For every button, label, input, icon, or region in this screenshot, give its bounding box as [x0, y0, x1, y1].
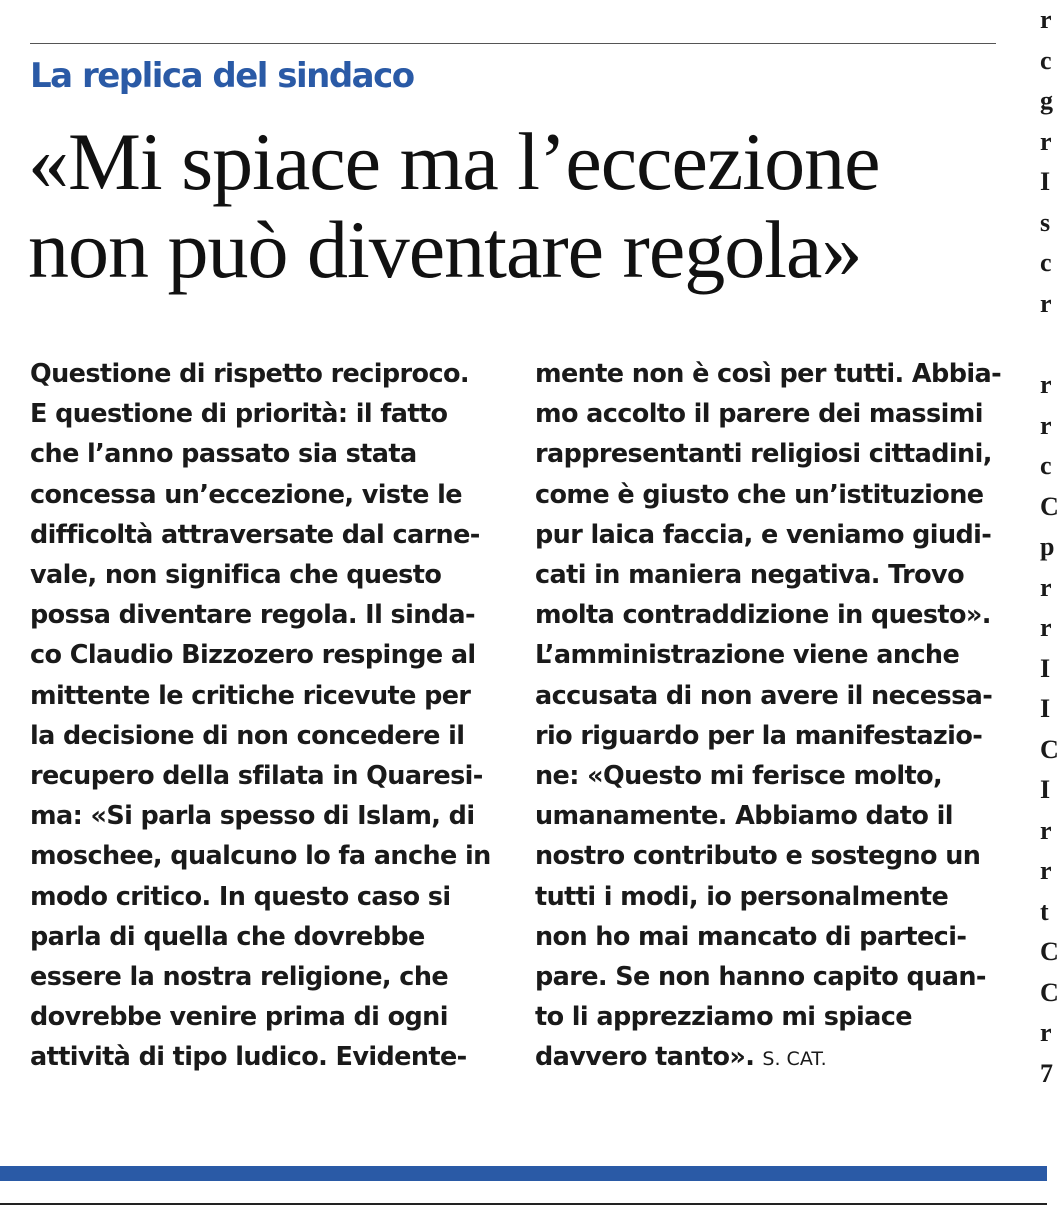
bottom-accent-bar — [0, 1166, 1047, 1181]
edge-glyph: r — [1040, 613, 1052, 642]
text-line: come è giusto che un’istituzione — [535, 479, 984, 510]
text-line: parla di quella che dovrebbe — [30, 921, 425, 952]
headline-line-2: non può diventare regola» — [28, 204, 862, 295]
text-line: recupero della sfilata in Quaresi- — [30, 761, 483, 792]
text-line: cati in maniera negativa. Trovo — [535, 560, 964, 591]
edge-glyph: r — [1040, 370, 1052, 399]
edge-glyph: I — [1040, 167, 1051, 196]
headline-line-1: «Mi spiace ma l’eccezione — [28, 116, 880, 207]
text-line: modo critico. In questo caso si — [30, 881, 451, 912]
text-line: nostro contributo e sostegno un — [535, 841, 981, 872]
edge-glyph: I — [1040, 694, 1051, 723]
edge-glyph: r — [1040, 815, 1052, 845]
edge-glyph: p — [1040, 532, 1055, 561]
edge-glyph: r — [1040, 572, 1052, 602]
text-line: ma: «Si parla spesso di Islam, di — [30, 801, 475, 832]
edge-glyph: 7 — [1040, 1058, 1053, 1088]
text-line: ne: «Questo mi ferisce molto, — [535, 761, 943, 792]
text-line: tutti i modi, io personalmente — [535, 881, 949, 912]
edge-glyph: r — [1040, 410, 1052, 440]
text-line: rappresentanti religiosi cittadini, — [535, 439, 992, 470]
closing-text: davvero tanto». — [535, 1042, 755, 1073]
edge-gap — [1040, 324, 1047, 365]
text-line: vale, non significa che questo — [30, 560, 442, 591]
edge-glyph: r — [1040, 126, 1052, 156]
text-line: accusata di non avere il necessa- — [535, 680, 993, 711]
text-line: possa diventare regola. Il sinda- — [30, 600, 476, 631]
text-line: molta contraddizione in questo». — [535, 600, 991, 631]
text-line: che l’anno passato sia stata — [30, 439, 417, 470]
edge-glyph: r — [1040, 856, 1052, 885]
edge-glyph: r — [1040, 288, 1052, 318]
top-rule — [30, 43, 996, 44]
text-line: co Claudio Bizzozero respinge al — [30, 640, 476, 671]
edge-glyph: I — [1040, 653, 1051, 683]
edge-glyph: I — [1040, 775, 1051, 804]
edge-glyph: C — [1040, 734, 1059, 764]
article-column-2 — [535, 354, 1005, 1080]
kicker: La replica del sindaco — [30, 56, 414, 96]
text-line-last — [535, 1037, 1005, 1079]
text-line: la decisione di non concedere il — [30, 720, 465, 751]
text-line: essere la nostra religione, che — [30, 962, 449, 993]
edge-glyph: s — [1040, 207, 1051, 237]
byline: S. CAT. — [762, 1048, 827, 1071]
text-line: dovrebbe venire prima di ogni — [30, 1002, 448, 1033]
edge-glyph: t — [1040, 896, 1049, 926]
article-column-1 — [30, 354, 490, 1078]
text-line: to li apprezziamo mi spiace — [535, 1002, 912, 1033]
text-line: mente non è così per tutti. Abbia- — [535, 359, 1002, 389]
text-line: rio riguardo per la manifestazio- — [535, 720, 983, 751]
edge-glyph: r — [1040, 1018, 1052, 1047]
text-line: concessa un’eccezione, viste le — [30, 479, 462, 510]
edge-glyph: c — [1040, 45, 1052, 75]
text-line: pare. Se non hanno capito quan- — [535, 962, 986, 993]
text-line: umanamente. Abbiamo dato il — [535, 801, 953, 832]
edge-glyph: r — [1040, 5, 1052, 34]
text-line: moschee, qualcuno lo fa anche in — [30, 841, 491, 872]
edge-glyph: c — [1040, 451, 1052, 480]
edge-glyph: C — [1040, 937, 1059, 966]
bottom-rule — [0, 1203, 1047, 1205]
text-line: mittente le critiche ricevute per — [30, 680, 471, 711]
text-line: pur laica faccia, e veniamo giudi- — [535, 519, 992, 550]
adjacent-column-edge — [1040, 0, 1059, 1160]
text-line: difficoltà attraversate dal carne- — [30, 519, 480, 550]
headline — [28, 118, 880, 294]
edge-glyph: C — [1040, 977, 1059, 1007]
text-line: L’amministrazione viene anche — [535, 640, 960, 671]
text-line: attività di tipo ludico. Evidente- — [30, 1042, 467, 1073]
edge-glyph: c — [1040, 248, 1052, 277]
text-line: Questione di rispetto reciproco. — [30, 359, 469, 389]
edge-glyph: g — [1040, 86, 1053, 115]
edge-glyph: C — [1040, 491, 1059, 521]
text-line: E questione di priorità: il fatto — [30, 399, 448, 430]
text-line: non ho mai mancato di parteci- — [535, 921, 967, 952]
text-line: mo accolto il parere dei massimi — [535, 399, 983, 430]
